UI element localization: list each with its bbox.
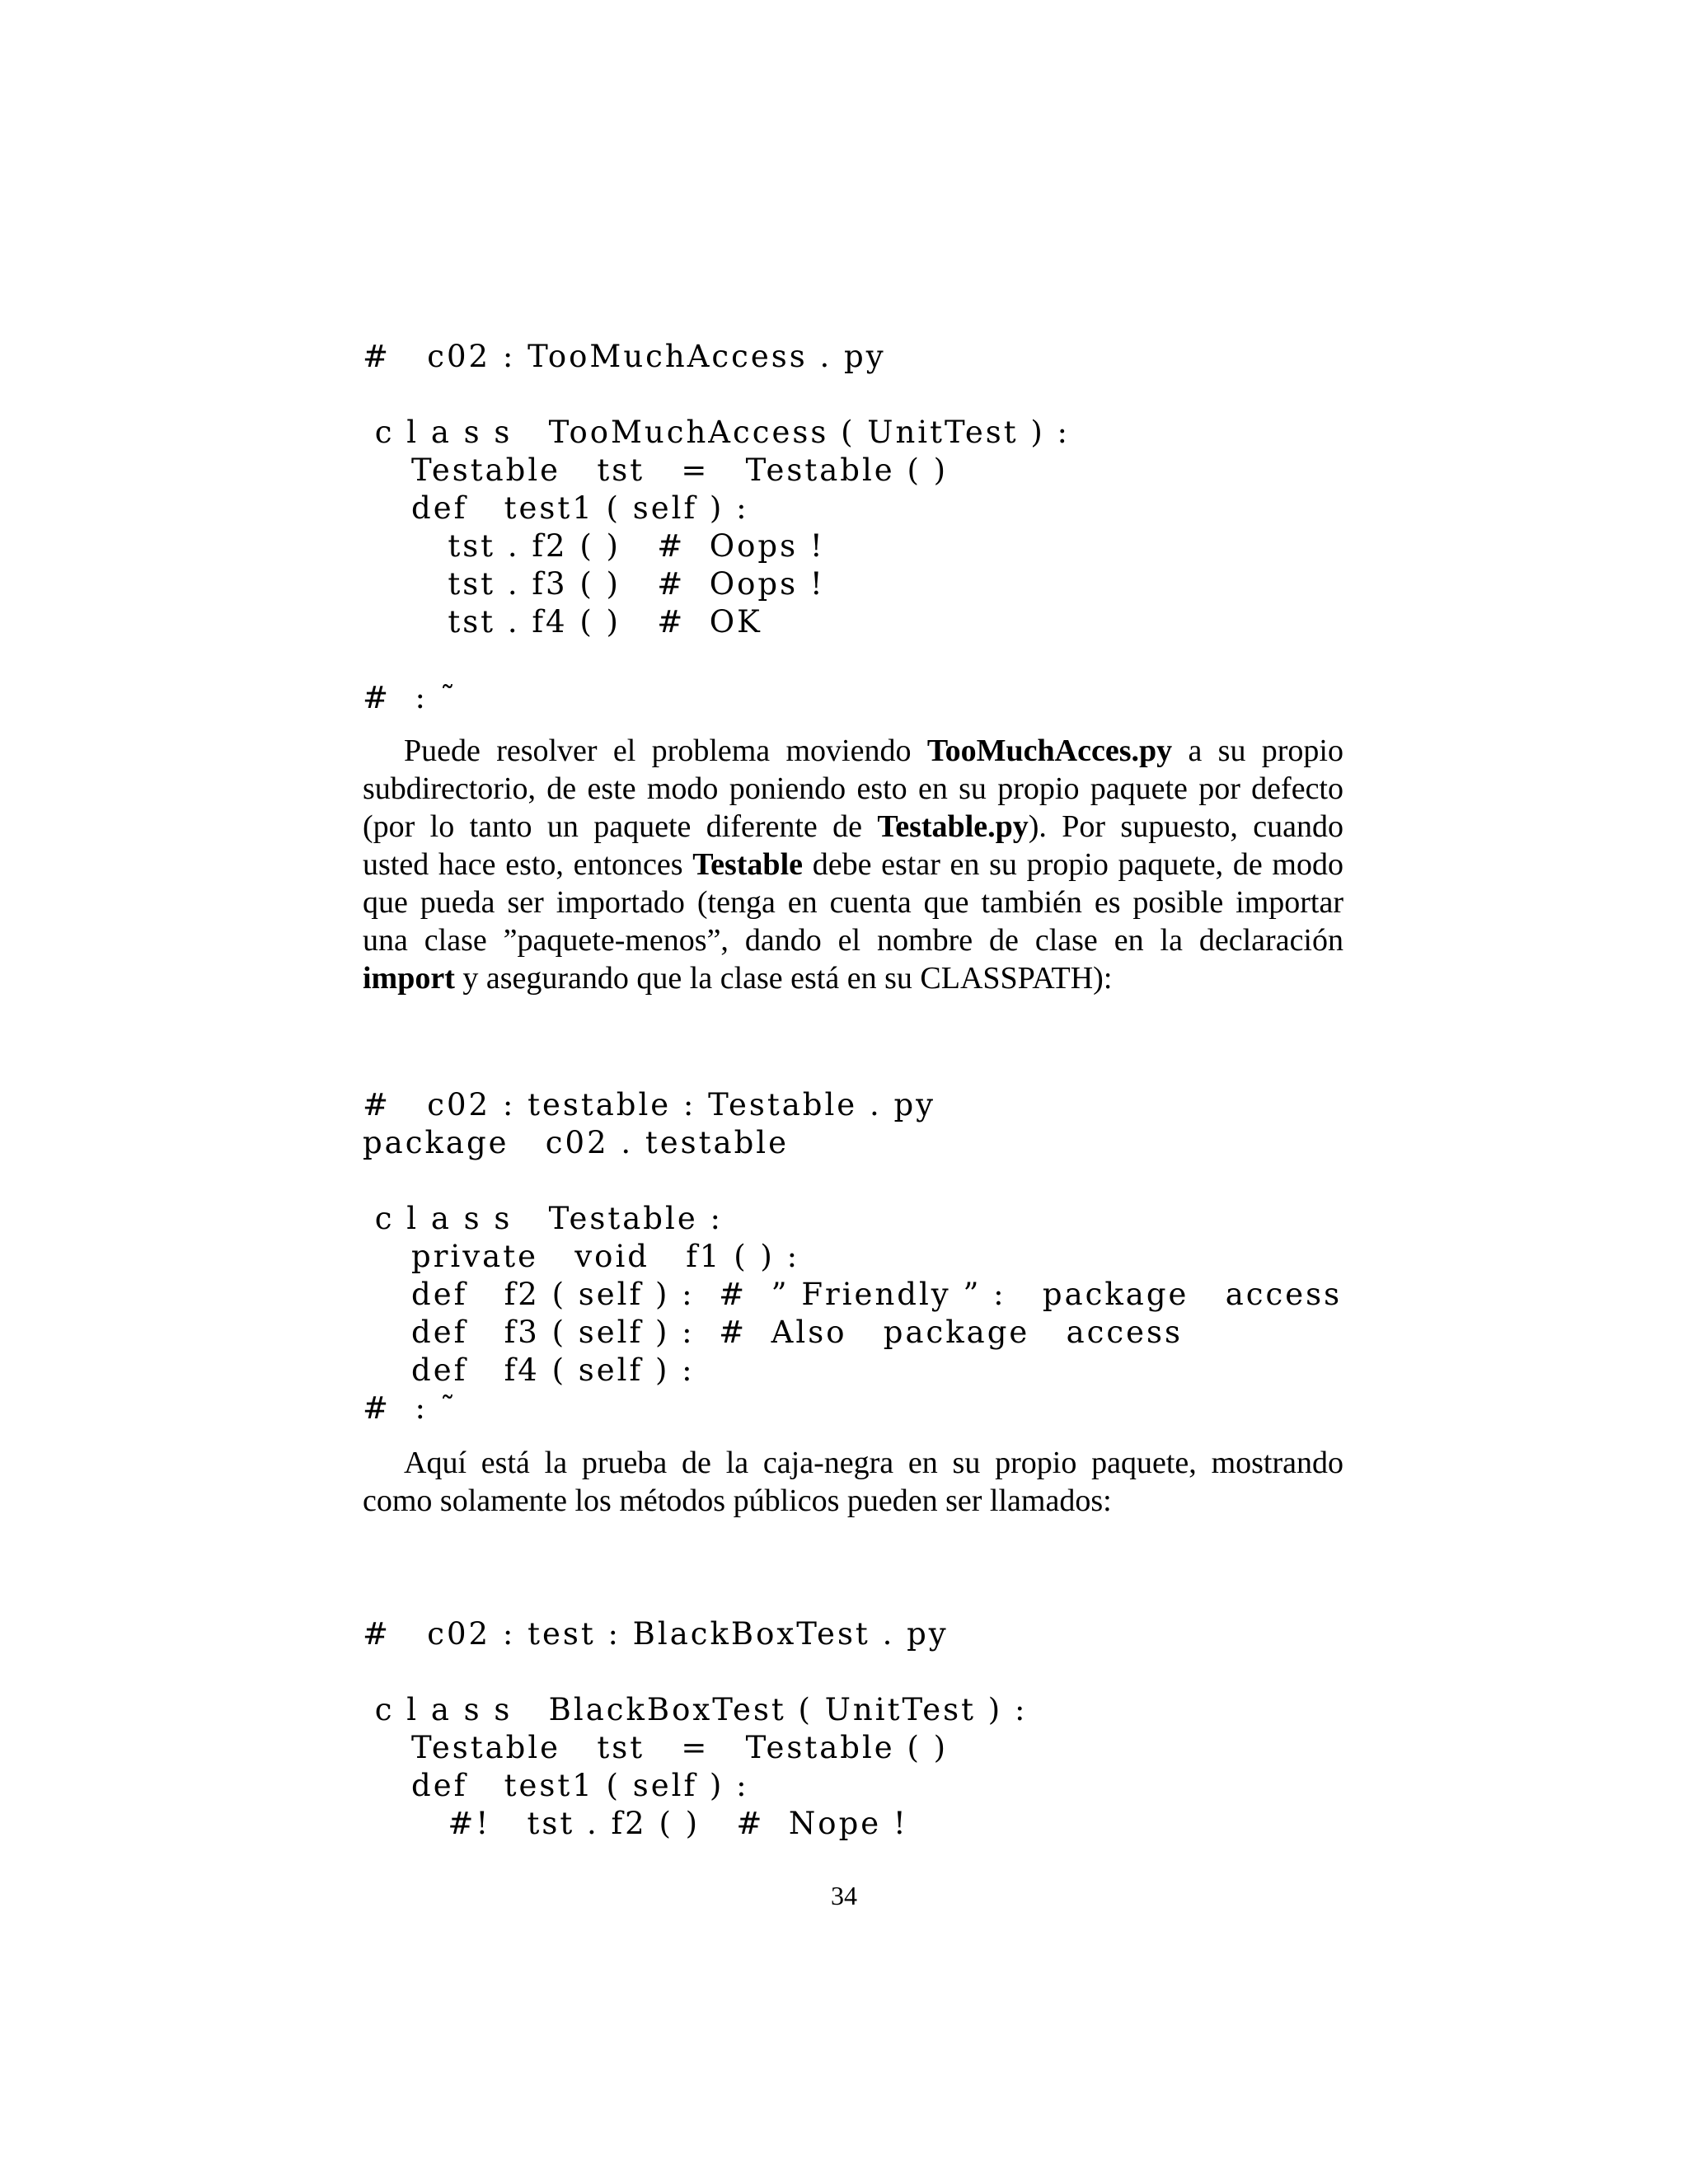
- code-line: tst . f4 ( ) # OK: [363, 604, 762, 640]
- para-text: Aquí está la prueba de la caja-negra en su propio paquete, mostrando como solamente los métodos públicos pueden ser llamados:: [363, 1446, 1343, 1518]
- bold-term: Testable: [692, 847, 803, 882]
- code-line: [363, 376, 1070, 414]
- code-block-testable: [363, 1086, 1342, 1427]
- code-line: tst . f2 ( ) # Oops !: [363, 528, 825, 564]
- code-line: def f3 ( self ) : # Also package access: [363, 1315, 1183, 1350]
- para-text: a su propio subdirectorio, de este modo poniendo esto en su propio paquete por defecto (por lo tanto un paquete diferente de: [363, 733, 1343, 844]
- code-line: def f4 ( self ) :: [363, 1352, 695, 1388]
- para-text: ). Por supuesto, cuando usted hace esto, entonces: [363, 809, 1343, 882]
- code-line: c l a s s Testable :: [363, 1201, 723, 1236]
- code-line: Testable tst = Testable ( ): [363, 452, 949, 488]
- code-line: package c02 . testable: [363, 1125, 789, 1160]
- code-line: def f2 ( self ) : # ” Friendly ” : package access: [363, 1277, 1343, 1312]
- para-text: y asegurando que la clase está en su CLASSPATH):: [454, 961, 1113, 996]
- code-line: def test1 ( self ) :: [363, 1768, 749, 1803]
- code-line: # : ˜: [363, 1390, 458, 1426]
- bold-term: import: [363, 961, 455, 996]
- code-line: c l a s s BlackBoxTest ( UnitTest ) :: [363, 1692, 1028, 1727]
- paragraph-black-box: [363, 1444, 1343, 1520]
- code-line: [363, 641, 1070, 679]
- code-block-too-much-access: [363, 338, 1070, 717]
- code-line: c l a s s TooMuchAccess ( UnitTest ) :: [363, 415, 1070, 450]
- code-line: private void f1 ( ) :: [363, 1239, 800, 1274]
- para-text: Puede resolver el problema moviendo: [404, 733, 927, 768]
- code-line: Testable tst = Testable ( ): [363, 1730, 949, 1765]
- code-block-black-box-test: [363, 1615, 1027, 1843]
- code-line: def test1 ( self ) :: [363, 490, 749, 526]
- page-number: 34: [831, 1881, 857, 1910]
- paragraph-move-package: [363, 732, 1343, 997]
- code-line: [363, 1653, 1027, 1691]
- code-line: #! tst . f2 ( ) # Nope !: [363, 1806, 908, 1841]
- code-line: # c02 : TooMuchAccess . py: [363, 339, 886, 374]
- para-text: debe estar en su propio paquete, de modo que pueda ser importado (tenga en cuenta que también es posible importar una clase ”paquete-menos”, dando el nombre de clase en la declaración: [363, 847, 1343, 958]
- bold-term: TooMuchAcces.py: [926, 733, 1173, 768]
- code-line: [363, 1162, 1342, 1200]
- code-line: # c02 : testable : Testable . py: [363, 1087, 936, 1122]
- code-line: tst . f3 ( ) # Oops !: [363, 566, 825, 602]
- code-line: # : ˜: [363, 680, 458, 715]
- bold-term: Testable.py: [877, 809, 1029, 844]
- code-line: # c02 : test : BlackBoxTest . py: [363, 1616, 949, 1652]
